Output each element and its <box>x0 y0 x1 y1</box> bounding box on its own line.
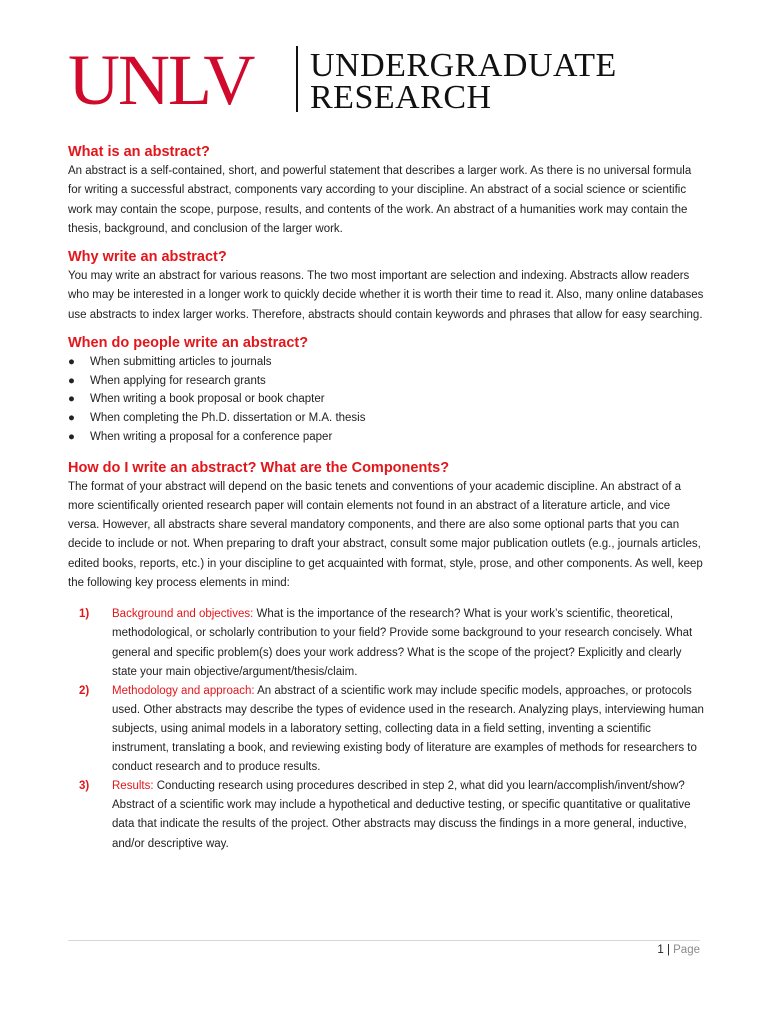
section-what <box>68 142 704 239</box>
list-item <box>68 390 704 409</box>
component-number: 1) <box>79 608 90 621</box>
footer-separator: | <box>666 944 670 956</box>
list-item <box>68 409 704 428</box>
section-paragraph: An abstract is a self-contained, short, and powerful statement that describes a larger work. As there is no universal formula for writing a successful abstract, components vary according to your discipline. An abstract of a social science or scientific work may contain the scope, purpose, results, and contents of the work. An abstract of a humanities work may contain the thesis, background, and conclusion of the larger work. <box>68 165 692 235</box>
header <box>68 40 668 120</box>
component-item <box>68 777 704 853</box>
list-item-text: When submitting articles to journals <box>90 356 272 369</box>
component-item <box>68 605 704 681</box>
component-label: Background and objectives: <box>112 608 254 621</box>
bullet-list <box>68 353 704 447</box>
section-heading: What is an abstract? <box>68 144 210 160</box>
page-number: 1 <box>657 944 664 956</box>
list-item-text: When completing the Ph.D. dissertation or M.A. thesis <box>90 412 366 425</box>
section-why <box>68 247 704 325</box>
bullet-icon: ● <box>68 356 75 369</box>
list-item-text: When writing a proposal for a conference paper <box>90 430 333 443</box>
list-item-text: When writing a book proposal or book chapter <box>90 393 325 406</box>
logo-title-line-2: RESEARCH <box>310 79 492 116</box>
component-item <box>68 682 704 777</box>
section-heading: How do I write an abstract? What are the Components? <box>68 459 450 476</box>
bullet-icon: ● <box>68 393 75 406</box>
section-paragraph: You may write an abstract for various reasons. The two most important are selection and indexing. Abstracts allow readers who may be interested in a longer work to quickly decide whether it is worth their time to read it. Also, many online databases use abstracts to index larger works. Therefore, abstracts should contain keywords and phrases that allow for easy searching. <box>68 270 704 321</box>
unlv-logo: UNLV <box>68 40 254 120</box>
component-number: 3) <box>79 780 90 793</box>
component-text: What is the importance of the research? What is your work’s scientific, theoretical, methodological, or scholarly contribution to your field? Provide some background to your research concisely. What general and specific problem(s) does your work address? What is the scope of the project? Explicitly and clearly state your main objective/argument/thesis/claim. <box>112 608 693 678</box>
component-label: Methodology and approach: <box>112 684 255 697</box>
component-label: Results: <box>112 780 154 793</box>
bullet-icon: ● <box>68 412 75 425</box>
list-item <box>68 353 704 372</box>
bullet-icon: ● <box>68 430 75 443</box>
list-item <box>68 428 704 447</box>
component-text: Conducting research using procedures described in step 2, what did you learn/accomplish/invent/show? Abstract of a scientific work may include a hypothetical and deductive testing, or specific quantitative or qualitative data that indicate the results of the project. Other abstracts may discuss the findings in a more general, inductive, and/or descriptive way. <box>112 780 691 850</box>
page-footer <box>657 944 700 956</box>
logo-title <box>310 47 617 116</box>
section-how <box>68 458 704 854</box>
logo-title-line-1: UNDERGRADUATE <box>310 47 617 84</box>
bullet-icon: ● <box>68 374 75 387</box>
page-label: Page <box>673 944 700 956</box>
component-number: 2) <box>79 684 90 697</box>
logo-divider <box>296 46 298 112</box>
components-list <box>68 605 704 853</box>
section-heading: When do people write an abstract? <box>68 335 309 352</box>
list-item <box>68 372 704 391</box>
section-paragraph: The format of your abstract will depend on the basic tenets and conventions of your academic discipline. An abstract of a more scientifically oriented research paper will contain elements not found in an abstract of a literature article, and vice versa. However, all abstracts share several mandatory components, and there are also some optional parts that you can decide to include or not. When preparing to draft your abstract, consult some major publication outlets (e.g., journals articles, edited books, reports, etc.) in your discipline to get acquainted with format, style, prose, and other components. As well, keep the following key process elements in mind: <box>68 480 703 590</box>
list-item-text: When applying for research grants <box>90 374 266 387</box>
section-heading: Why write an abstract? <box>68 249 227 266</box>
component-text: An abstract of a scientific work may include specific models, approaches, or protocols used. Other abstracts may describe the types of evidence used in the research. Analyzing plays, interviewing human subjects, using animal models in a laboratory setting, collecting data in a field setting, inventing a scientific instrument, translating a book, and reviewing existing body of literature are examples of methods for researchers to conduct research and to produce results. <box>112 684 704 774</box>
document-body <box>68 142 704 862</box>
section-when <box>68 333 704 447</box>
footer-divider <box>68 940 700 941</box>
